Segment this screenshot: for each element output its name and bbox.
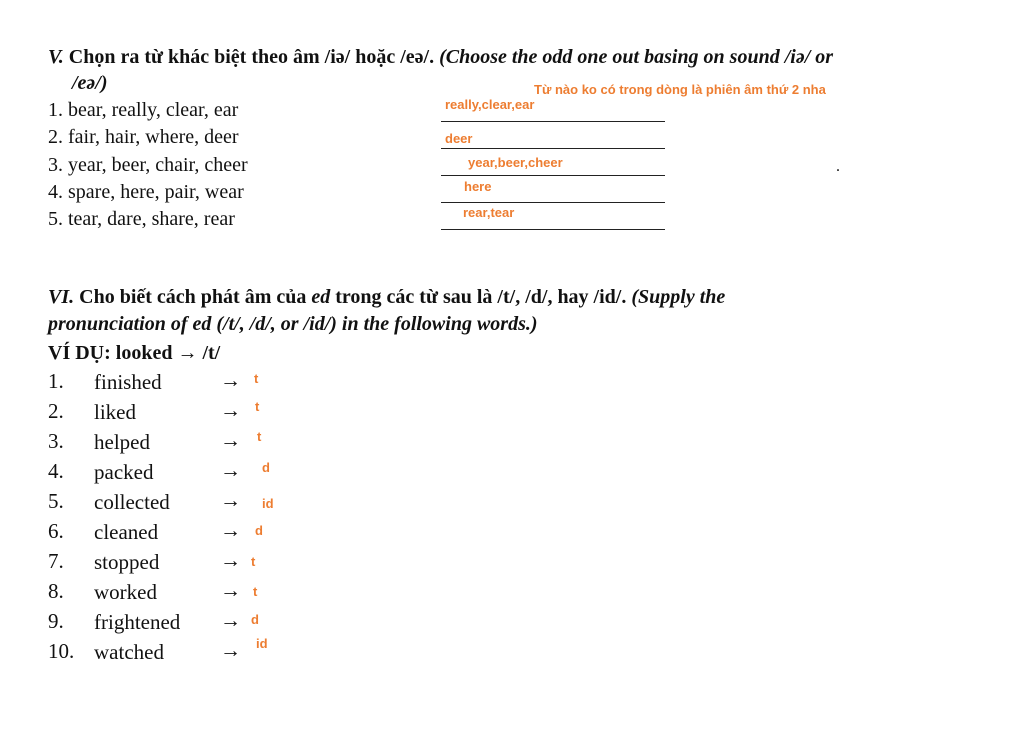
answer-line-1	[441, 121, 665, 122]
ed-item-num-7: 7.	[48, 549, 64, 573]
odd-one-answer-5: rear,tear	[463, 205, 515, 220]
ed-item-word-8: worked	[94, 580, 157, 604]
ed-item-answer-8: t	[253, 584, 258, 599]
section-v-numeral: V.	[48, 46, 64, 68]
section-v-title-en-line2: /eə/)	[72, 72, 108, 94]
ed-item-num-9: 9.	[48, 609, 64, 633]
ed-item-word-3: helped	[94, 430, 150, 454]
ed-item-answer-4: d	[262, 460, 270, 475]
ed-item-arrow-2: →	[220, 398, 241, 422]
section-vi-title-a: Cho biết cách phát âm của	[79, 286, 307, 308]
odd-one-item-5: 5. tear, dare, share, rear	[48, 208, 235, 230]
example-line	[48, 340, 220, 366]
ed-item-arrow-9: →	[220, 608, 241, 632]
answer-line-2	[441, 148, 665, 149]
ed-item-arrow-3: →	[220, 428, 241, 452]
ed-item-num-4: 4.	[48, 459, 64, 483]
odd-one-item-2: 2. fair, hair, where, deer	[48, 126, 239, 148]
ed-item-num-5: 5.	[48, 489, 64, 513]
stray-dot: .	[836, 158, 840, 175]
ed-item-num-6: 6.	[48, 519, 64, 543]
ed-item-num-1: 1.	[48, 369, 64, 393]
ed-item-word-2: liked	[94, 400, 136, 424]
section-vi-heading	[48, 284, 725, 310]
odd-one-answer-2: deer	[445, 131, 473, 146]
section-vi-title-en-line2: pronunciation of ed (/t/, /d/, or /id/) in the following words.)	[48, 313, 538, 335]
ed-item-num-8: 8.	[48, 579, 64, 603]
ed-item-word-7: stopped	[94, 550, 160, 574]
ed-item-word-10: watched	[94, 640, 164, 664]
ed-item-word-1: finished	[94, 370, 162, 394]
odd-one-answer-4: here	[464, 179, 492, 194]
section-vi-heading-line2	[48, 311, 538, 337]
section-vi-title-en-line1: (Supply the	[631, 286, 726, 308]
ed-item-arrow-4: →	[220, 458, 241, 482]
ed-item-answer-3: t	[257, 429, 262, 444]
ed-item-num-3: 3.	[48, 429, 64, 453]
ed-item-word-5: collected	[94, 490, 170, 514]
odd-one-item-3: 3. year, beer, chair, cheer	[48, 154, 248, 176]
odd-one-item-4: 4. spare, here, pair, wear	[48, 181, 244, 203]
section-v-title-en-line1: (Choose the odd one out basing on sound /iə/ or	[439, 46, 834, 68]
ed-item-answer-9: d	[251, 612, 259, 627]
example-answer: /t/	[202, 342, 221, 364]
ed-item-arrow-8: →	[220, 578, 241, 602]
ed-item-answer-6: d	[255, 523, 263, 538]
section-vi-numeral: VI.	[48, 286, 75, 308]
odd-one-answer-1: really,clear,ear	[445, 97, 535, 112]
example-arrow: →	[177, 342, 198, 364]
ed-item-answer-2: t	[255, 399, 260, 414]
answer-line-3	[441, 175, 665, 176]
ed-item-word-6: cleaned	[94, 520, 159, 544]
ed-item-arrow-5: →	[220, 488, 241, 512]
ed-item-answer-5: id	[262, 496, 274, 511]
answer-line-5	[441, 229, 665, 230]
ed-item-arrow-10: →	[220, 638, 241, 662]
ed-item-word-4: packed	[94, 460, 154, 484]
ed-item-answer-1: t	[254, 371, 259, 386]
ed-item-num-2: 2.	[48, 399, 64, 423]
annotation-note: Từ nào ko có trong dòng là phiên âm thứ 2 nha	[534, 82, 826, 97]
ed-item-answer-7: t	[251, 554, 256, 569]
section-v-title-vi: Chọn ra từ khác biệt theo âm /iə/ hoặc /eə/.	[68, 46, 435, 68]
ed-item-answer-10: id	[256, 636, 268, 651]
section-v-heading-line2	[72, 70, 108, 96]
odd-one-answer-3: year,beer,cheer	[468, 155, 563, 170]
section-v-heading	[48, 44, 833, 70]
ed-item-arrow-6: →	[220, 518, 241, 542]
odd-one-item-1: 1. bear, really, clear, ear	[48, 99, 239, 121]
section-vi-title-b: trong các từ sau là /t/, /d/, hay /id/.	[335, 286, 627, 308]
example-label: VÍ DỤ: looked	[48, 342, 173, 364]
ed-item-num-10: 10.	[48, 639, 75, 663]
ed-item-arrow-1: →	[220, 368, 241, 392]
ed-item-arrow-7: →	[220, 548, 241, 572]
ed-item-word-9: frightened	[94, 610, 181, 634]
section-vi-title-ed: ed	[311, 286, 331, 308]
answer-line-4	[441, 202, 665, 203]
